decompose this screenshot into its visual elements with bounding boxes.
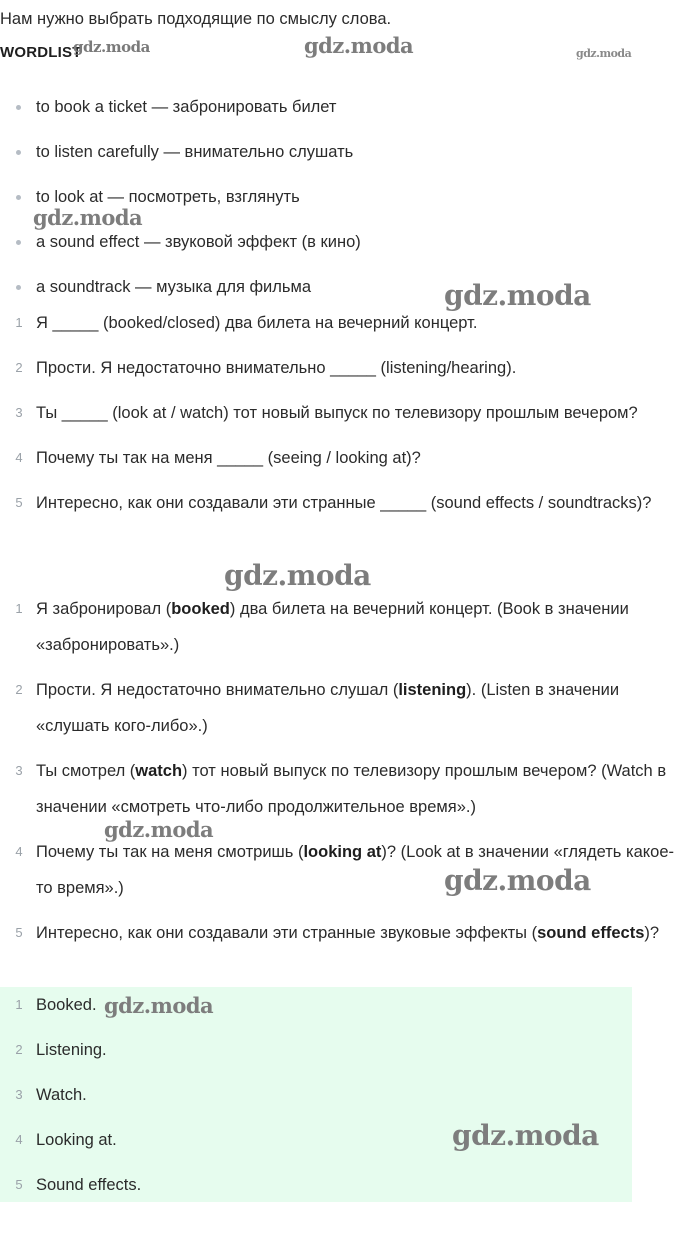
answer-number: 1	[15, 997, 23, 1012]
explanation-answer-word: looking at	[303, 843, 382, 861]
wordlist-item-text: to listen carefully — внимательно слушать	[36, 143, 354, 161]
wordlist	[0, 85, 680, 310]
answer-text: Booked.	[36, 996, 97, 1014]
explanation-text-after: )?	[644, 924, 660, 942]
watermark: gdz.moda	[224, 559, 371, 592]
explanation-number: 5	[15, 925, 23, 940]
intro-text: Нам нужно выбрать подходящие по смыслу слова.	[0, 10, 392, 28]
bullet-icon	[16, 105, 21, 110]
task-item	[0, 440, 680, 485]
answer-item	[0, 1167, 680, 1212]
task-list	[0, 305, 680, 530]
watermark: gdz.moda	[444, 864, 591, 897]
bullet-icon	[16, 150, 21, 155]
task-text: Прости. Я недостаточно внимательно _____ (listening/hearing).	[36, 359, 517, 377]
wordlist-item-text: to look at — посмотреть, взглянуть	[36, 188, 300, 206]
watermark: gdz.moda	[33, 205, 143, 230]
task-text: Интересно, как они создавали эти странные _____ (sound effects / soundtracks)?	[36, 494, 652, 512]
task-number: 2	[15, 360, 23, 375]
explanation-number: 3	[15, 763, 23, 778]
answer-item	[0, 1077, 680, 1122]
watermark: gdz.moda	[444, 279, 591, 312]
bullet-icon	[16, 195, 21, 200]
explanation-number: 4	[15, 844, 23, 859]
answer-number: 5	[15, 1177, 23, 1192]
explanation-text-before: Прости. Я недостаточно внимательно слушал (	[36, 681, 399, 699]
explanation-item	[0, 672, 680, 753]
wordlist-title: WORDLIST	[0, 44, 82, 61]
explanation-number: 2	[15, 682, 23, 697]
explanation-text-after: ) два билета на вечерний концерт. (Book в значении «забронировать».)	[36, 600, 629, 654]
wordlist-item	[0, 85, 680, 130]
explanation-answer-word: sound effects	[537, 924, 645, 942]
answer-item	[0, 987, 680, 1032]
explanation-item	[0, 591, 680, 672]
answer-number: 4	[15, 1132, 23, 1147]
explanation-text-after: ). (Listen в значении «слушать кого-либо».)	[36, 681, 620, 735]
explanation-answer-word: booked	[171, 600, 230, 618]
watermark: gdz.moda	[73, 38, 150, 56]
bullet-icon	[16, 240, 21, 245]
answer-list	[0, 987, 680, 1212]
answer-number: 3	[15, 1087, 23, 1102]
explanation-item	[0, 915, 680, 960]
answer-item	[0, 1032, 680, 1077]
task-text: Я _____ (booked/closed) два билета на вечерний концерт.	[36, 314, 478, 332]
wordlist-item	[0, 130, 680, 175]
watermark: gdz.moda	[304, 33, 414, 58]
wordlist-item-text: a sound effect — звуковой эффект (в кино)	[36, 233, 361, 251]
answer-text: Looking at.	[36, 1131, 117, 1149]
bullet-icon	[16, 285, 21, 290]
task-text: Почему ты так на меня _____ (seeing / looking at)?	[36, 449, 421, 467]
watermark: gdz.moda	[104, 817, 214, 842]
explanation-text-before: Интересно, как они создавали эти странные звуковые эффекты (	[36, 924, 538, 942]
explanation-text-after: )? (Look at в значении «глядеть какое-то время».)	[36, 843, 674, 897]
wordlist-item-text: a soundtrack — музыка для фильма	[36, 278, 311, 296]
task-number: 5	[15, 495, 23, 510]
watermark: gdz.moda	[576, 47, 632, 60]
watermark: gdz.moda	[452, 1119, 599, 1152]
task-number: 1	[15, 315, 23, 330]
task-text: Ты _____ (look at / watch) тот новый выпуск по телевизору прошлым вечером?	[36, 404, 638, 422]
answer-text: Watch.	[36, 1086, 87, 1104]
watermark: gdz.moda	[104, 993, 214, 1018]
answer-number: 2	[15, 1042, 23, 1057]
explanation-text-before: Почему ты так на меня смотришь (	[36, 843, 304, 861]
wordlist-item-text: to book a ticket — забронировать билет	[36, 98, 337, 116]
explanation-text-before: Я забронировал (	[36, 600, 172, 618]
answer-text: Listening.	[36, 1041, 107, 1059]
answer-text: Sound effects.	[36, 1176, 142, 1194]
task-item	[0, 485, 680, 530]
explanation-answer-word: listening	[398, 681, 467, 699]
explanation-answer-word: watch	[135, 762, 183, 780]
task-number: 3	[15, 405, 23, 420]
explanation-text-before: Ты смотрел (	[36, 762, 136, 780]
task-number: 4	[15, 450, 23, 465]
explanation-item	[0, 753, 680, 834]
explanation-text-after: ) тот новый выпуск по телевизору прошлым вечером? (Watch в значении «смотреть что-либо продолжительное время».)	[36, 762, 667, 816]
explanation-list	[0, 591, 680, 960]
task-item	[0, 350, 680, 395]
explanation-number: 1	[15, 601, 23, 616]
task-item	[0, 395, 680, 440]
